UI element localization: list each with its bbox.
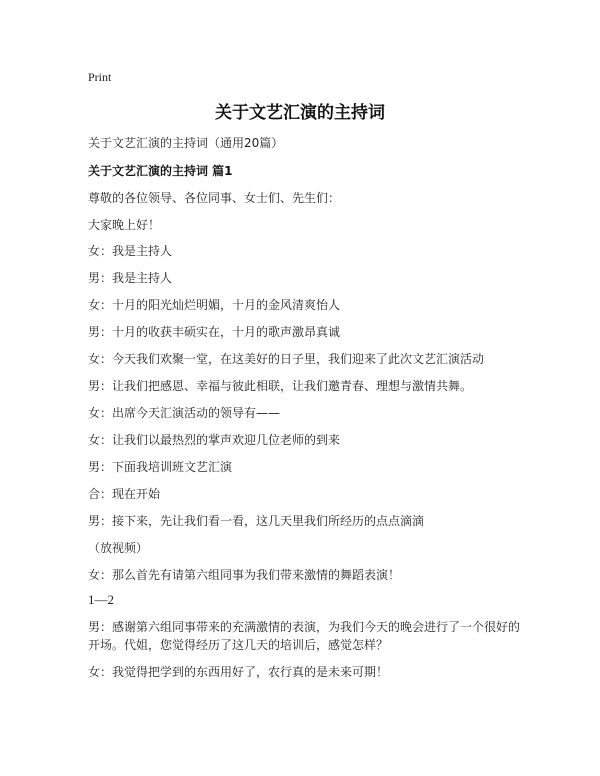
- paragraph: 女：十月的阳光灿烂明媚，十月的金风清爽怡人: [88, 298, 341, 312]
- paragraph: 男：感谢第六组同事带来的充满激情的表演，为我们今天的晚会进行了一个很好的: [88, 620, 521, 634]
- paragraph: 男：我是主持人: [88, 271, 173, 285]
- document-title: 关于文艺汇演的主持词: [215, 103, 385, 123]
- paragraph: 男：接下来，先让我们看一看，这几天里我们所经历的点点滴滴: [88, 514, 425, 528]
- paragraph: 女：让我们以最热烈的掌声欢迎几位老师的到来: [88, 433, 341, 447]
- paragraph: 男：十月的收获丰硕实在，十月的歌声激昂真诚: [88, 325, 341, 339]
- paragraph: 女：我是主持人: [88, 244, 173, 258]
- paragraph: 1—2: [88, 592, 114, 607]
- paragraph: 男：下面我培训班文艺汇演: [88, 460, 233, 474]
- paragraph: 合：现在开始: [88, 487, 161, 501]
- paragraph: 女：今天我们欢聚一堂，在这美好的日子里，我们迎来了此次文艺汇演活动: [88, 352, 485, 366]
- paragraph: 女：出席今天汇演活动的领导有——: [88, 406, 281, 420]
- print-label[interactable]: Print: [88, 70, 112, 84]
- paragraph: 女：那么首先有请第六组同事为我们带来激情的舞蹈表演！: [88, 568, 401, 582]
- paragraph: 男：让我们把感恩、幸福与彼此相联，让我们邀青春、理想与激情共舞。: [88, 379, 473, 393]
- paragraph: 大家晚上好！: [88, 218, 161, 232]
- paragraph: 女：我觉得把学到的东西用好了，农行真的是未来可期！: [88, 665, 389, 679]
- document-subtitle: 关于文艺汇演的主持词（通用20篇）: [88, 136, 284, 150]
- paragraph: （放视频）: [88, 541, 149, 555]
- paragraph: 尊敬的各位领导、各位同事、女士们、先生们：: [88, 191, 341, 205]
- paragraph: 开场。代姐，您觉得经历了这几天的培训后，感觉怎样？: [88, 638, 389, 652]
- section-heading: 关于文艺汇演的主持词 篇1: [88, 164, 233, 178]
